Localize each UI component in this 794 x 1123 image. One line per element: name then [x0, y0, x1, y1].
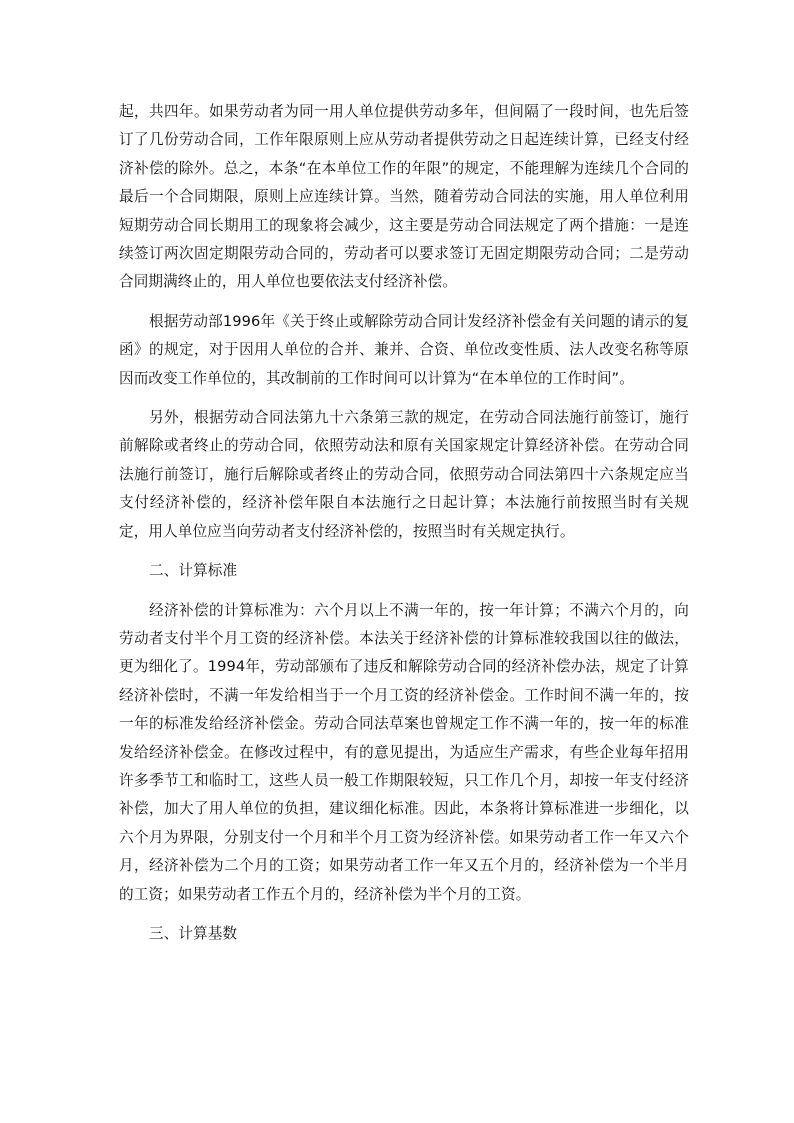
paragraph-1996-reply: 根据劳动部1996年《关于终止或解除劳动合同计发经济补偿金有关问题的请示的复函》的规定，对于因用人单位的合并、兼并、合资、单位改变性质、法人改变名称等原因而改变工作单位的，其改制前的工作时间可以计算为“在本单位的工作时间”。 [119, 312, 689, 387]
document-body [119, 98, 689, 959]
paragraph-calculation-standard: 经济补偿的计算标准为：六个月以上不满一年的，按一年计算；不满六个月的，向劳动者支付半个月工资的经济补偿。本法关于经济补偿的计算标准较我国以往的做法，更为细化了。1994年，劳动部颁布了违反和解除劳动合同的经济补偿办法，规定了计算经济补偿时，不满一年发给相当于一个月工资的经济补偿金。工作时间不满一年的，按一年的标准发给经济补偿金。劳动合同法草案也曾规定工作不满一年的，按一年的标准发给经济补偿金。在修改过程中，有的意见提出，为适应生产需求，有些企业每年招用许多季节工和临时工，这些人员一般工作期限较短，只工作几个月，却按一年支付经济补偿，加大了用人单位的负担，建议细化标准。因此，本条将计算标准进一步细化，以六个月为界限，分别支付一个月和半个月工资为经济补偿。如果劳动者工作一年又六个月，经济补偿为二个月的工资；如果劳动者工作一年又五个月的，经济补偿为一个半月的工资；如果劳动者工作五个月的，经济补偿为半个月的工资。 [119, 601, 689, 903]
section-heading-calculation-standard: 二、计算标准 [149, 562, 238, 580]
paragraph-continuation: 起，共四年。如果劳动者为同一用人单位提供劳动多年，但间隔了一段时间，也先后签订了几份劳动合同，工作年限原则上应从劳动者提供劳动之日起连续计算，已经支付经济补偿的除外。总之，本条“在本单位工作的年限”的规定，不能理解为连续几个合同的最后一个合同期限，原则上应连续计算。当然，随着劳动合同法的实施，用人单位利用短期劳动合同长期用工的现象将会减少，这主要是劳动合同法规定了两个措施：一是连续签订两次固定期限劳动合同的，劳动者可以要求签订无固定期限劳动合同；二是劳动合同期满终止的，用人单位也要依法支付经济补偿。 [119, 103, 689, 291]
paragraph-article-96: 另外，根据劳动合同法第九十六条第三款的规定，在劳动合同法施行前签订，施行前解除或者终止的劳动合同，依照劳动法和原有关国家规定计算经济补偿。在劳动合同法施行前签订，施行后解除或者终止的劳动合同，依照劳动合同法第四十六条规定应当支付经济补偿的，经济补偿年限自本法施行之日起计算；本法施行前按照当时有关规定，用人单位应当向劳动者支付经济补偿的，按照当时有关规定执行。 [119, 409, 689, 540]
section-heading-calculation-base: 三、计算基数 [149, 924, 238, 942]
